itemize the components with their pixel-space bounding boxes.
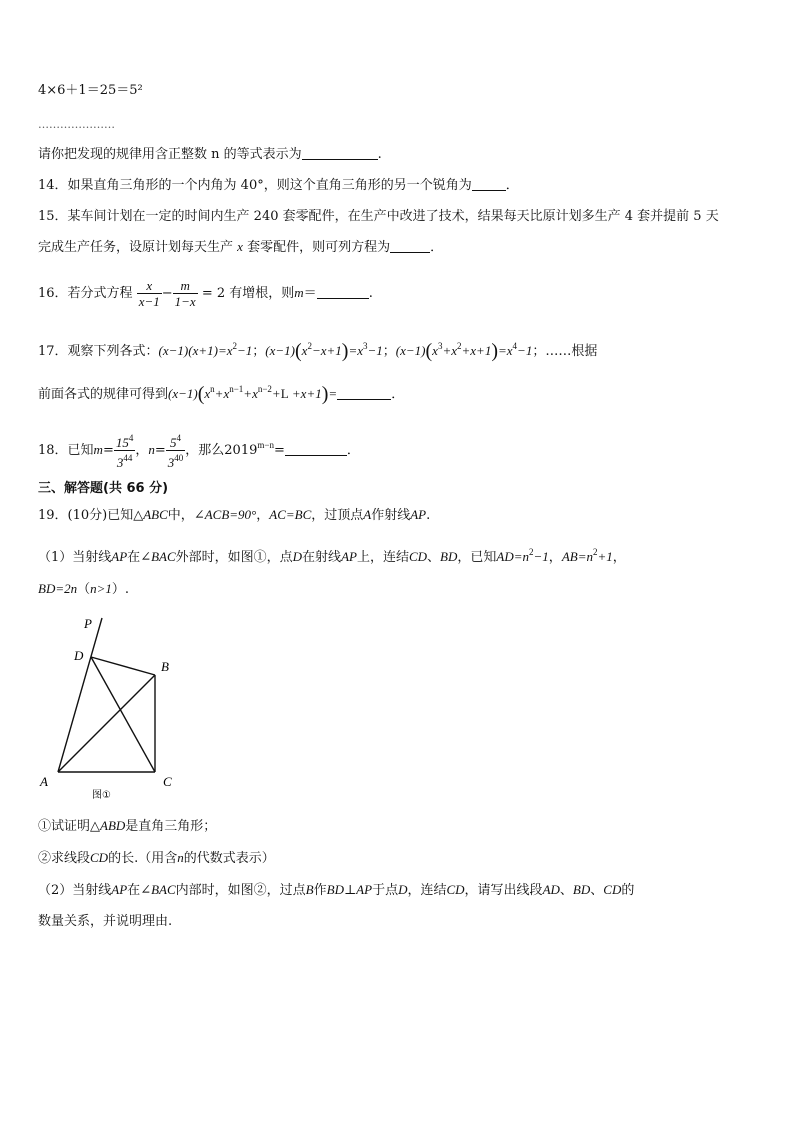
label-c: C <box>163 774 172 789</box>
question-18: 18．已知m= $\frac{15^4}{3^{44}}$ ，n= $\frac{5^4}{3^{40}}$ ，那么$2019^{m-n}=$ ． <box>38 433 360 470</box>
section-heading: 三、解答题(共 66 分) <box>38 481 169 496</box>
question-14: 14．如果直角三角形的一个内角为 40°，则这个直角三角形的另一个锐角为 ． <box>38 178 519 193</box>
question-19-part-1-cont: BD=2n（n>1）. <box>38 581 130 597</box>
figure-1 <box>34 612 184 802</box>
segment-dc <box>91 657 155 772</box>
question-19-part-2: （2）当射线AP在∠BAC内部时，如图②，过点B作BD⊥AP于点D，连结CD，请写出线段AD、BD、CD的 <box>38 882 635 898</box>
question-16: 16．若分式方程 $\frac{x}{x-1}$ − $\frac{m}{1-x}$ = 2 有增根，则m＝ . <box>38 278 373 309</box>
question-17-line-2: 前面各式的规律可得到$(x-1)(x^n+x^{n-1}+x^{n-2}+L +x+1)=$ ． <box>38 383 405 405</box>
question-15-line-2: 完成生产任务，设原计划每天生产 x 套零配件，则可列方程为 ． <box>38 239 444 255</box>
question-15-line-1: 15．某车间计划在一定的时间内生产 240 套零配件，在生产中改进了技术，结果每天比原计划多生产 4 套并提前 5 天 <box>38 209 719 224</box>
ellipsis-line: ………………… <box>38 118 115 131</box>
equation-line: 4×6＋1＝25＝5² <box>38 83 143 98</box>
question-13-end: 请你把发现的规律用含正整数 n 的等式表示为 . <box>38 147 382 162</box>
question-17-line-1: 17．观察下列各式：$(x-1)(x+1)=x^2-1$；$(x-1)(x^2-x+1)=x^3-1$；$(x-1)(x^3+x^2+x+1)=x^4-1$；……根据 <box>38 340 598 362</box>
question-19-part-2-cont: 数量关系，并说明理由. <box>38 914 173 929</box>
question-19-part-1: （1）当射线AP在∠BAC外部时，如图①，点D在射线AP上，连结CD、BD，已知$AD=n^2-1$，$AB=n^2+1$， <box>38 547 626 565</box>
sub-question-1: ①试证明△ABD是直角三角形； <box>38 818 217 834</box>
sub-question-2: ②求线段CD的长.（用含n的代数式表示） <box>38 850 275 866</box>
ray-ap <box>58 618 102 772</box>
question-19: 19．(10分)已知△ABC中，∠ACB=90°，AC=BC，过顶点A作射线AP. <box>38 507 431 523</box>
label-b: B <box>161 659 169 674</box>
label-d: D <box>74 648 84 663</box>
label-p: P <box>84 616 92 631</box>
figure-caption: 图① <box>92 790 111 801</box>
label-a: A <box>40 774 48 789</box>
segment-db <box>91 657 155 675</box>
